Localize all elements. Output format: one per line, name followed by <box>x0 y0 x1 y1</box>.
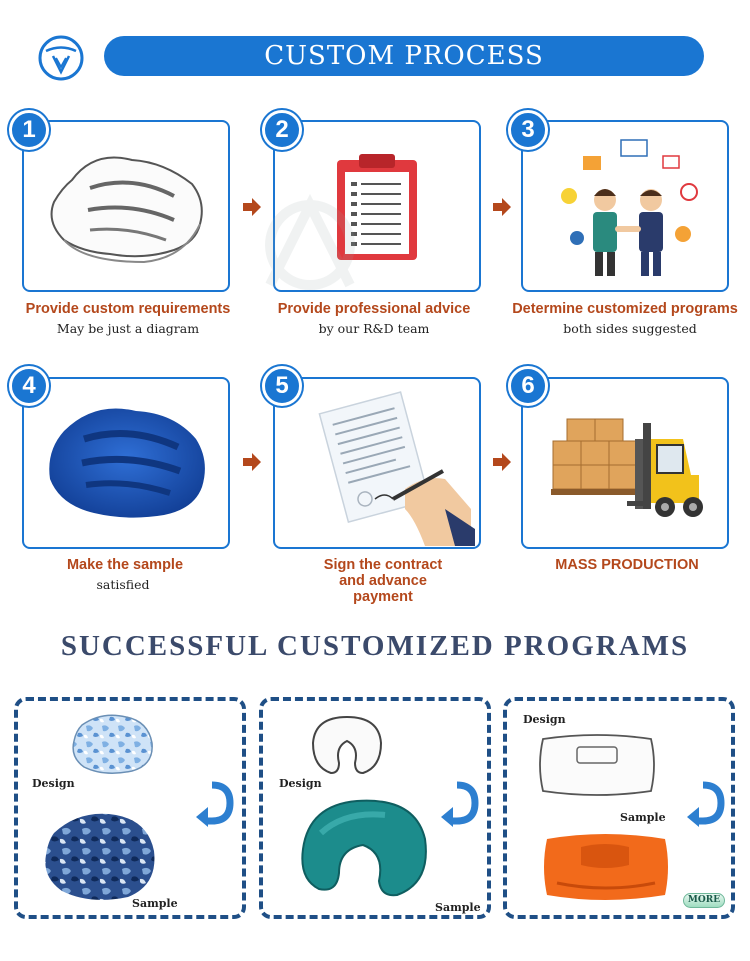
blue-pillow-icon <box>24 379 227 546</box>
step-subtitle: by our R&D team <box>318 321 430 336</box>
step-title: Determine customized programs <box>512 301 738 317</box>
header-title-banner: CUSTOM PROCESS <box>104 36 704 76</box>
sample-label: Sample <box>132 897 178 910</box>
return-arrow-icon <box>685 779 725 827</box>
pillow-sketch-icon <box>24 122 227 289</box>
design-label: Design <box>279 777 322 790</box>
camo-pillow-sample-icon <box>40 805 160 905</box>
rect-pillow-design-icon <box>537 729 657 799</box>
step-title: Make the sample <box>66 557 184 573</box>
step-number-badge: 5 <box>262 366 302 406</box>
brand-logo-icon <box>37 34 85 82</box>
neck-pillow-design-icon <box>307 711 387 781</box>
step-title: MASS PRODUCTION <box>555 557 699 573</box>
sample-label: Sample <box>435 901 481 914</box>
return-arrow-icon <box>194 779 234 827</box>
step-title: Sign the contract and advance payment <box>323 557 443 605</box>
neck-pillow-sample-icon <box>295 793 435 903</box>
step-card-1 <box>22 120 230 292</box>
step-card-2 <box>273 120 481 292</box>
step-subtitle: May be just a diagram <box>56 321 200 336</box>
program-card-3 <box>503 697 735 919</box>
section-title: SUCCESSFUL CUSTOMIZED PROGRAMS <box>60 630 690 662</box>
step-title: Provide custom requirements <box>25 301 231 317</box>
step-number-badge: 2 <box>262 110 302 150</box>
step-number-badge: 4 <box>9 366 49 406</box>
return-arrow-icon <box>439 779 479 827</box>
camo-pillow-design-icon <box>68 707 158 777</box>
orange-pillow-sample-icon <box>541 827 671 907</box>
arrow-right-icon <box>491 451 513 473</box>
sample-label: Sample <box>620 811 666 824</box>
step-number-badge: 3 <box>508 110 548 150</box>
step-card-5 <box>273 377 481 549</box>
forklift-icon <box>523 379 726 546</box>
step-subtitle: both sides suggested <box>563 321 697 336</box>
design-label: Design <box>32 777 75 790</box>
arrow-right-icon <box>241 196 263 218</box>
step-card-3 <box>521 120 729 292</box>
step-title: Provide professional advice <box>277 301 471 317</box>
design-label: Design <box>523 713 566 726</box>
arrow-right-icon <box>491 196 513 218</box>
step-subtitle: satisfied <box>96 577 150 592</box>
step-card-4 <box>22 377 230 549</box>
step-number-badge: 6 <box>508 366 548 406</box>
program-card-1 <box>14 697 246 919</box>
contract-signing-icon <box>275 379 478 546</box>
handshake-icon <box>523 122 726 289</box>
step-number-badge: 1 <box>9 110 49 150</box>
arrow-right-icon <box>241 451 263 473</box>
program-card-2 <box>259 697 491 919</box>
step-card-6 <box>521 377 729 549</box>
more-button[interactable]: MORE <box>683 893 725 908</box>
clipboard-icon <box>275 122 478 289</box>
